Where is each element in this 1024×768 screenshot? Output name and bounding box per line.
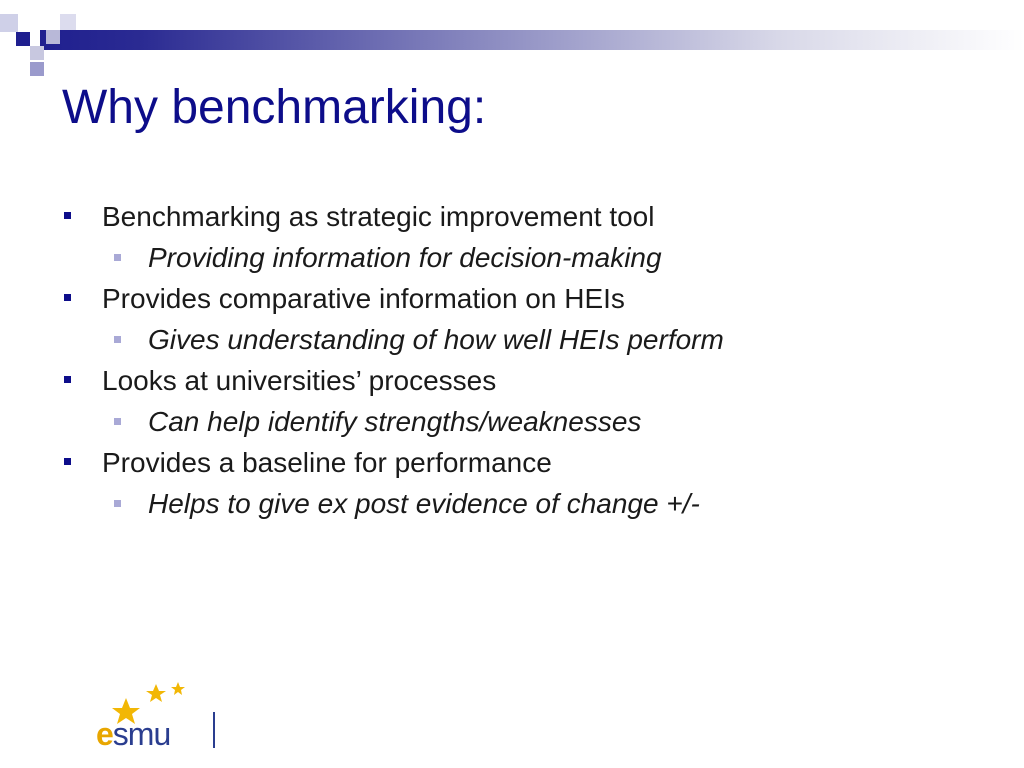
decorative-square <box>60 14 76 30</box>
bullet-text: Benchmarking as strategic improvement tool <box>102 201 655 232</box>
sub-bullet-text: Can help identify strengths/weaknesses <box>148 406 642 437</box>
square-bullet-icon <box>114 336 121 343</box>
square-bullet-icon <box>64 458 71 465</box>
square-bullet-icon <box>114 418 121 425</box>
square-bullet-icon <box>64 212 71 219</box>
square-bullet-icon <box>64 376 71 383</box>
square-bullet-icon <box>114 254 121 261</box>
sub-bullet-text: Gives understanding of how well HEIs perform <box>148 324 724 355</box>
bullet-text: Provides a baseline for performance <box>102 447 552 478</box>
bullet-item <box>62 442 962 483</box>
bullet-text: Provides comparative information on HEIs <box>102 283 625 314</box>
bullet-item <box>62 360 962 401</box>
bullet-item <box>62 196 962 237</box>
bullet-text: Looks at universities’ processes <box>102 365 497 396</box>
sub-bullet-item <box>62 483 962 524</box>
logo-wordmark: esmu <box>96 716 171 752</box>
decorative-square <box>16 32 30 46</box>
square-bullet-icon <box>64 294 71 301</box>
sub-bullet-item <box>62 237 962 278</box>
slide-title: Why benchmarking: <box>62 81 487 134</box>
esmu-logo <box>96 680 226 760</box>
decorative-square <box>0 14 18 32</box>
sub-bullet-text: Helps to give ex post evidence of change +/- <box>148 488 700 519</box>
bullet-item <box>62 278 962 319</box>
sub-bullet-text: Providing information for decision-making <box>148 242 662 273</box>
bullet-list <box>62 196 962 524</box>
sub-bullet-item <box>62 401 962 442</box>
square-bullet-icon <box>114 500 121 507</box>
decorative-square <box>30 46 44 60</box>
decorative-square <box>30 62 44 76</box>
header-gradient-bar <box>40 30 1024 50</box>
sub-bullet-item <box>62 319 962 360</box>
logo-divider <box>213 712 215 748</box>
decorative-square <box>46 30 60 44</box>
